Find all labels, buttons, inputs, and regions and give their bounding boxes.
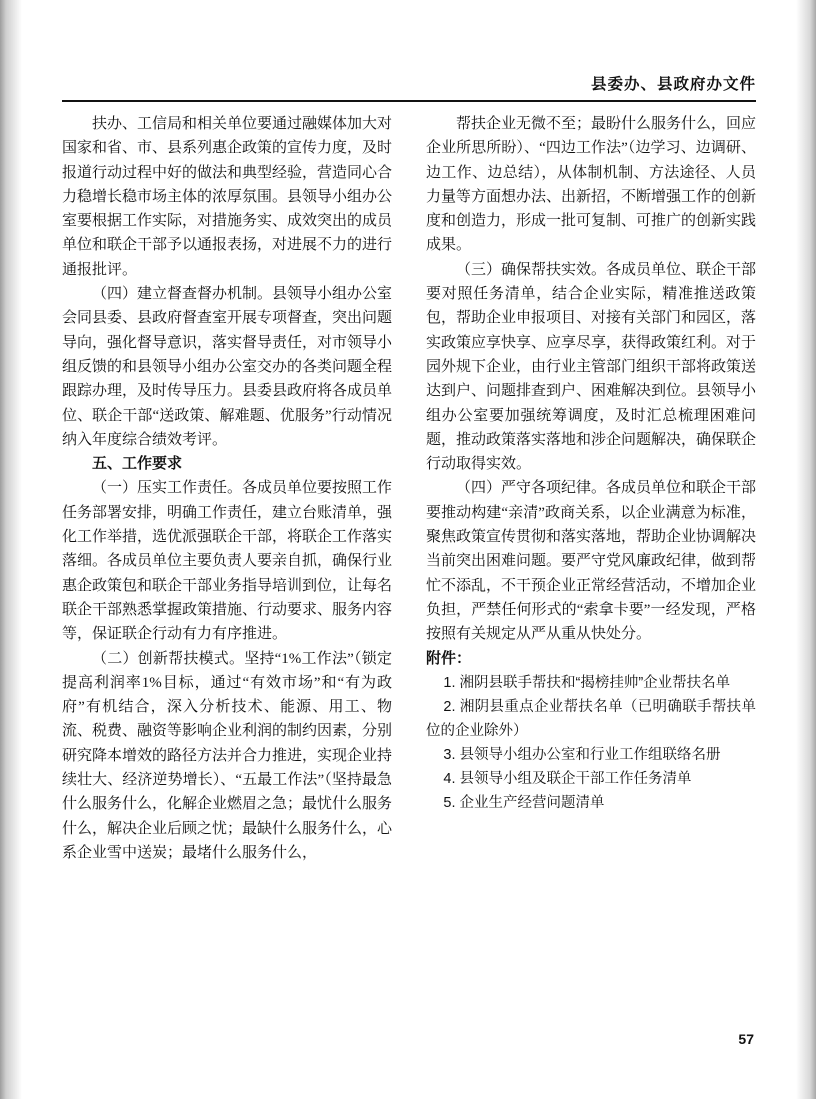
- two-column-body: [62, 112, 756, 865]
- attachment-item: 5. 企业生产经营问题清单: [443, 795, 605, 812]
- header-divider: [62, 100, 756, 102]
- attachment-item: 3. 县领导小组办公室和行业工作组联络名册: [443, 747, 721, 764]
- paragraph: （一）压实工作责任。各成员单位要按照工作任务部署安排，明确工作责任，建立台账清单，强化工作举措，选优派强联企干部，将联企工作落实落细。各成员单位主要负责人要亲自抓，确保行业惠企政策包和联企干部业务指导培训到位，让每名联企干部熟悉掌握政策措施、行动要求、服务内容等，保证联企行动有力有序推进。: [62, 480, 393, 643]
- attachment-item: 4. 县领导小组及联企干部工作任务清单: [443, 771, 692, 788]
- paragraph: （三）确保帮扶实效。各成员单位、联企干部要对照任务清单，结合企业实际，精准推送政策包，帮助企业申报项目、对接有关部门和园区，落实政策应享快享、应享尽享，获得政策红利。对于园外规下企业，由行业主管部门组织干部将政策送达到户、问题排查到户、困难解决到位。县领导小组办公室要加强统筹调度，及时汇总梳理困难问题，推动政策落实落地和涉企问题解决，确保联企行动取得实效。: [426, 261, 757, 473]
- page-number: 57: [738, 1031, 754, 1047]
- attachment-title: 附件：: [426, 649, 472, 667]
- page-edge-shadow-right: [790, 0, 816, 1099]
- section-heading: 五、工作要求: [92, 455, 183, 473]
- attachment-item: 2. 湘阴县重点企业帮扶名单（已明确联手帮扶单位的企业除外）: [426, 698, 756, 739]
- paragraph: 帮扶企业无微不至；最盼什么服务什么，回应企业所思所盼）、“四边工作法”（边学习、边调研、边工作、边总结），从体制机制、方法途径、人员力量等方面想办法、出新招，不断增强工作的创新度和创造力，形成一批可复制、可推广的创新实践成果。: [426, 116, 757, 254]
- paragraph: （四）严守各项纪律。各成员单位和联企干部要推动构建“亲清”政商关系，以企业满意为标准，聚焦政策宣传贯彻和落实落地，帮助企业协调解决当前突出困难问题。要严守党风廉政纪律，做到帮忙不添乱，不干预企业正常经营活动，不增加企业负担，严禁任何形式的“索拿卡要”一经发现，严格按照有关规定从严从重从快处分。: [426, 480, 757, 643]
- paragraph: 扶办、工信局和相关单位要通过融媒体加大对国家和省、市、县系列惠企政策的宣传力度，及时报道行动过程中好的做法和典型经验，营造同心合力稳增长稳市场主体的浓厚氛围。县领导小组办公室要根据工作实际，对措施务实、成效突出的成员单位和联企干部予以通报表扬，对进展不力的进行通报批评。: [62, 116, 393, 278]
- left-column: [62, 112, 392, 865]
- page-edge-shadow-left: [0, 0, 30, 1099]
- right-column: [426, 112, 756, 865]
- page-header-title: 县委办、县政府办文件: [590, 76, 756, 93]
- paragraph: （四）建立督查督办机制。县领导小组办公室会同县委、县政府督查室开展专项督查，突出问题导向，强化督导意识，落实督导责任，对市领导小组反馈的和县领导小组办公室交办的各类问题全程跟踪办理，及时传导压力。县委县政府将各成员单位、联企干部“送政策、解难题、优服务”行动情况纳入年度综合绩效考评。: [62, 286, 393, 448]
- paragraph: （二）创新帮扶模式。坚持“1%工作法”（锁定提高利润率1%目标，通过“有效市场”和“有为政府”有机结合，深入分析技术、能源、用工、物流、税费、融资等影响企业利润的制约因素，分别研究降本增效的路径方法并合力推进，实现企业持续壮大、经济逆势增长）、“五最工作法”（坚持最急什么服务什么，化解企业燃眉之急；最忧什么服务什么，解决企业后顾之忧；最缺什么服务什么，心系企业雪中送炭；最堵什么服务什么，: [62, 650, 393, 861]
- attachment-item: 1. 湘阴县联手帮扶和“揭榜挂帅”企业帮扶名单: [443, 674, 731, 691]
